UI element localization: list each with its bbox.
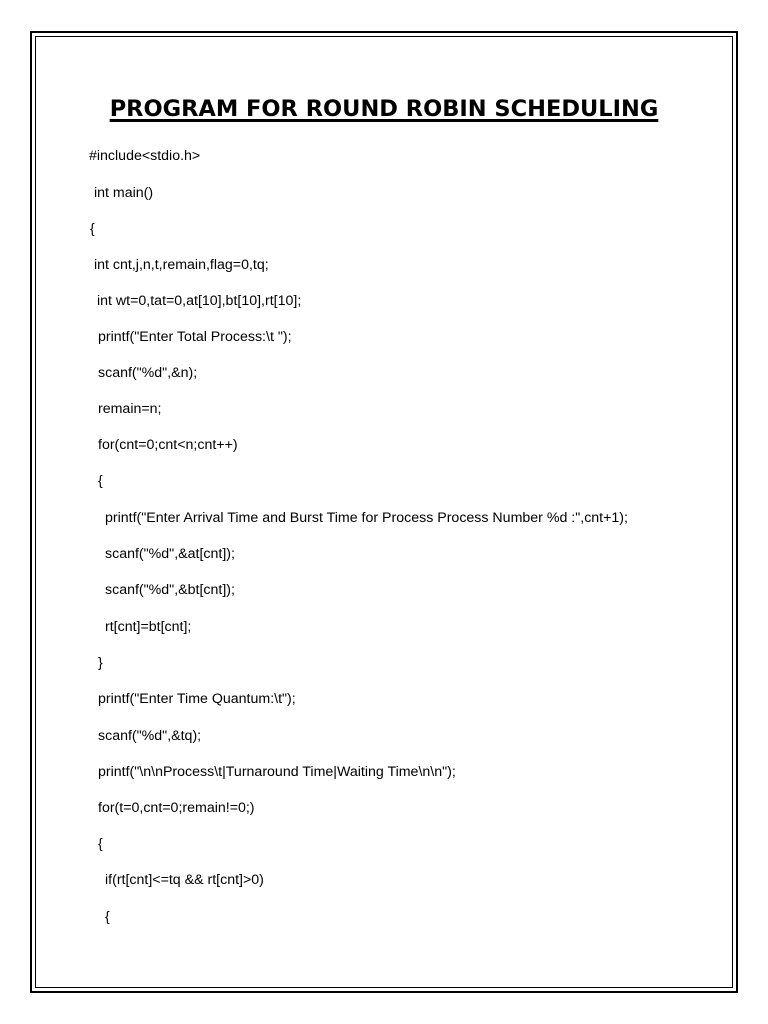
code-line: { xyxy=(98,836,103,852)
code-line: int wt=0,tat=0,at[10],bt[10],rt[10]; xyxy=(97,293,302,309)
code-line: scanf("%d",&at[cnt]); xyxy=(105,546,235,562)
code-line: if(rt[cnt]<=tq && rt[cnt]>0) xyxy=(105,872,264,888)
code-line: #include<stdio.h> xyxy=(89,148,201,164)
code-line: int main() xyxy=(94,185,154,201)
code-line: printf("Enter Total Process:\t "); xyxy=(98,329,292,345)
code-line: { xyxy=(105,909,110,925)
code-line: printf("Enter Time Quantum:\t"); xyxy=(98,691,296,707)
code-line: printf("Enter Arrival Time and Burst Time for Process Process Number %d :",cnt+1); xyxy=(105,510,628,526)
code-line: for(t=0,cnt=0;remain!=0;) xyxy=(98,800,255,816)
code-line: remain=n; xyxy=(98,401,162,417)
code-line: int cnt,j,n,t,remain,flag=0,tq; xyxy=(94,257,269,273)
code-line: printf("\n\nProcess\t|Turnaround Time|Waiting Time\n\n"); xyxy=(98,764,456,780)
code-line: } xyxy=(98,655,103,671)
page-title xyxy=(0,93,768,125)
code-line: { xyxy=(90,221,95,237)
code-line: scanf("%d",&bt[cnt]); xyxy=(105,582,235,598)
code-line: rt[cnt]=bt[cnt]; xyxy=(105,619,192,635)
code-line: scanf("%d",&tq); xyxy=(98,728,202,744)
code-line: for(cnt=0;cnt<n;cnt++) xyxy=(98,437,238,453)
code-line: { xyxy=(98,473,103,489)
page-title-text: PROGRAM FOR ROUND ROBIN SCHEDULING xyxy=(109,96,659,122)
code-line: scanf("%d",&n); xyxy=(98,365,198,381)
